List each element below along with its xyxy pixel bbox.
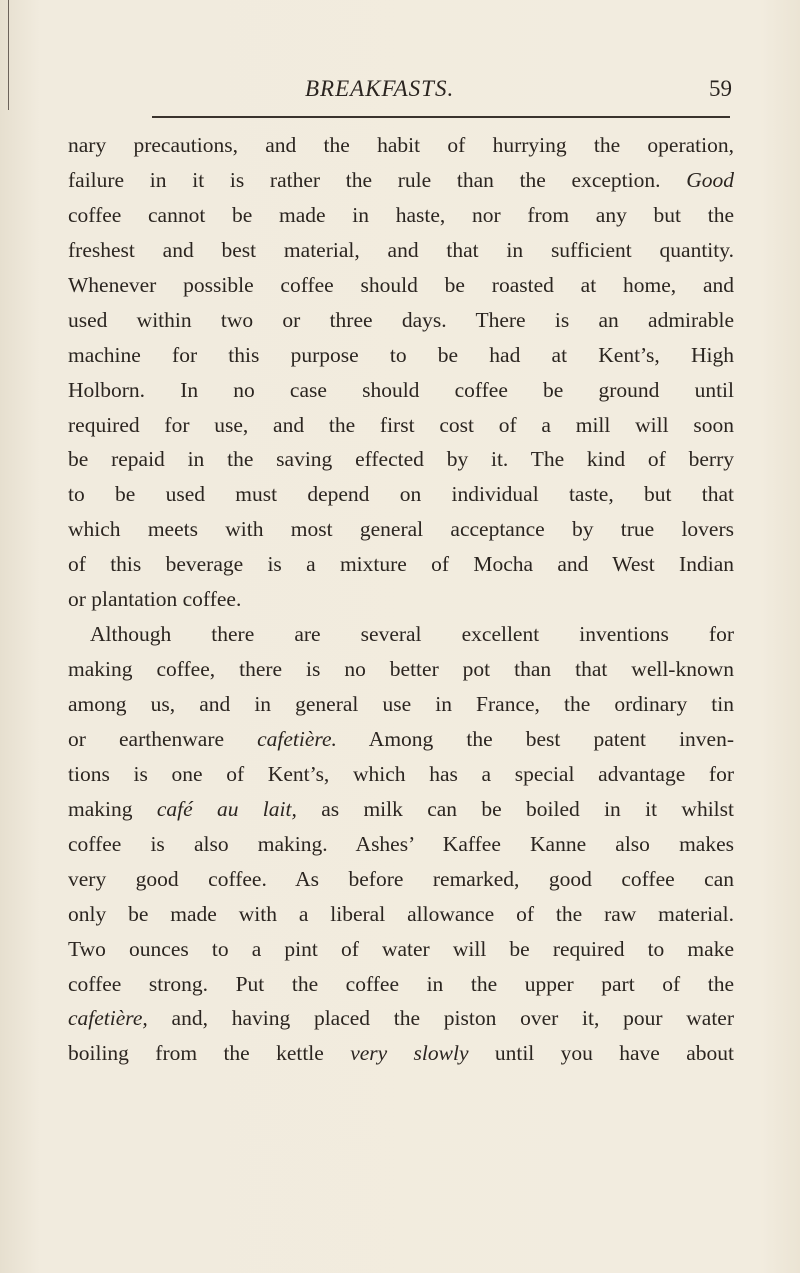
text-line: boiling from the kettle very slowly until you have about [68, 1041, 734, 1066]
text-line: which meets with most general acceptance by true lovers [68, 517, 734, 542]
text-line: to be used must depend on individual taste, but that [68, 482, 734, 507]
text-line: failure in it is rather the rule than the exception. Good [68, 167, 734, 192]
header-rule [152, 116, 730, 118]
italic-phrase: cafetière, [68, 1006, 148, 1031]
italic-phrase: cafetière. [257, 726, 337, 751]
italic-phrase: Good [686, 167, 734, 192]
text-line: coffee strong. Put the coffee in the upper part of the [68, 971, 734, 996]
text-line: coffee cannot be made in haste, nor from any but the [68, 202, 734, 227]
text-line: Holborn. In no case should coffee be ground until [68, 377, 734, 402]
text-line: very good coffee. As before remarked, good coffee can [68, 866, 734, 891]
text-line: freshest and best material, and that in sufficient quantity. [68, 237, 734, 262]
running-head [0, 76, 800, 108]
text-line: be repaid in the saving effected by it. The kind of berry [68, 447, 734, 472]
italic-phrase: very slowly [350, 1041, 469, 1066]
text-line: used within two or three days. There is an admirable [68, 307, 734, 332]
page-number: 59 [709, 76, 732, 101]
text-line: only be made with a liberal allowance of the raw material. [68, 901, 734, 926]
text-line: or plantation coffee. [68, 587, 242, 612]
text-line: of this beverage is a mixture of Mocha and West Indian [68, 552, 734, 577]
italic-phrase: café au lait, [156, 796, 297, 821]
text-line: machine for this purpose to be had at Kent’s, High [68, 342, 734, 367]
text-line: Two ounces to a pint of water will be required to make [68, 936, 734, 961]
text-line: among us, and in general use in France, the ordinary tin [68, 692, 734, 716]
body-text [68, 128, 734, 1071]
text-line: making coffee, there is no better pot than that well-known [68, 657, 734, 682]
text-line: coffee is also making. Ashes’ Kaffee Kanne also makes [68, 831, 734, 856]
text-line: required for use, and the first cost of a mill will soon [68, 412, 734, 437]
text-line: Although there are several excellent inventions for [90, 622, 734, 647]
text-line: nary precautions, and the habit of hurrying the operation, [68, 133, 734, 157]
text-line: Whenever possible coffee should be roasted at home, and [68, 272, 734, 297]
text-line: tions is one of Kent’s, which has a special advantage for [68, 761, 734, 786]
text-line: cafetière, and, having placed the piston over it, pour water [68, 1006, 734, 1031]
text-line: making café au lait, as milk can be boiled in it whilst [68, 796, 734, 821]
running-title: BREAKFASTS. [305, 76, 455, 101]
text-line: or earthenware cafetière. Among the best patent inven- [68, 726, 734, 751]
